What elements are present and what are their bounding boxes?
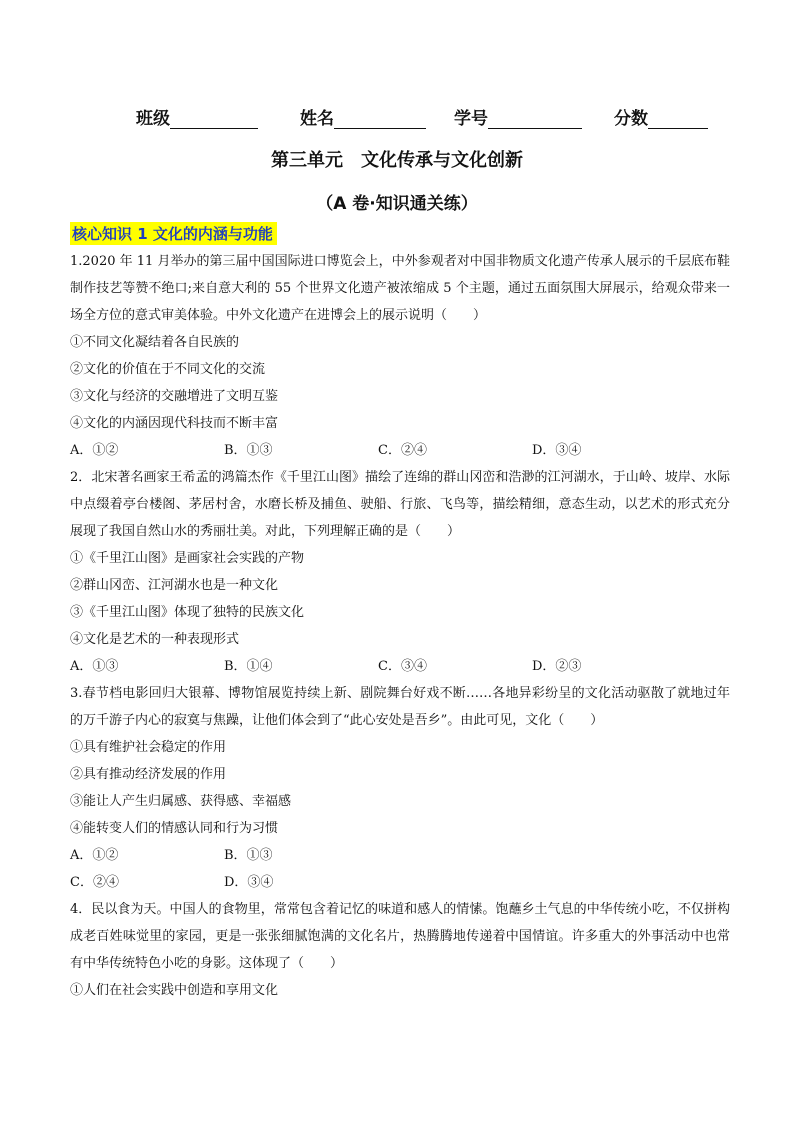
choice-c[interactable]: C．②④ [70,875,119,890]
student-id-field[interactable] [454,104,614,129]
answer-choices-row-1 [70,842,730,869]
question-stem: 3.春节档电影回归大银幕、博物馆展览持续上新、剧院舞台好戏不断……各地异彩纷呈的文化活动驱散了就地过年的万千游子内心的寂寞与焦躁，让他们体会到了“此心安处是吾乡”。由此可见，文化（ ） [70,686,730,728]
choice-a[interactable]: A．①② [70,443,119,458]
option-statement: ①具有维护社会稳定的作用 [70,740,227,755]
section-heading: 核心知识 1 文化的内涵与功能 [70,222,277,245]
option-statement: ③《千里江山图》体现了独特的民族文化 [70,605,305,620]
option-statement: ③能让人产生归属感、获得感、幸福感 [70,794,292,809]
score-field[interactable] [614,104,724,129]
unit-title: 第三单元 文化传承与文化创新 [271,150,523,171]
choice-a[interactable]: A．①② [70,848,119,863]
option-statement: ④文化的内涵因现代科技而不断丰富 [70,416,279,431]
student-info-fields [136,104,726,129]
question-stem: 4．民以食为天。中国人的食物里，常常包含着记忆的味道和感人的情愫。饱蘸乡土气息的中华传统小吃，不仅拼构成老百姓味觉里的家园，更是一张张细腻饱满的文化名片，热腾腾地传递着中国情谊。许多重大的外事活动中也常有中华传统特色小吃的身影。这体现了（ ） [70,902,730,971]
name-field[interactable] [300,104,454,129]
question-list [70,248,730,1004]
option-statement: ①不同文化凝结着各自民族的 [70,335,240,350]
choice-c[interactable]: C．②④ [378,443,427,458]
score-blank[interactable] [648,111,708,129]
option-statement: ④能转变人们的情感认同和行为习惯 [70,821,279,836]
option-statement: ②文化的价值在于不同文化的交流 [70,362,266,377]
choice-b[interactable]: B．①③ [224,848,273,863]
option-statement: ①人们在社会实践中创造和享用文化 [70,983,279,998]
question-stem: 1.2020 年 11 月举办的第三届中国国际进口博览会上，中外参观者对中国非物质文化遗产传承人展示的千层底布鞋制作技艺等赞不绝口;来自意大利的 55 个世界文化遗产被浓缩成 5 个主题，通过五面氛围大屏展示，给观众带来一场全方位的意式审美体验。中外文化遗产在进博会上的展示说明（ ） [70,254,730,323]
option-statement: ②群山冈峦、江河湖水也是一种文化 [70,578,279,593]
answer-choices-row-2 [70,869,730,896]
score-label: 分数 [614,109,648,129]
option-statement: ③文化与经济的交融增进了文明互鉴 [70,389,279,404]
class-field[interactable] [136,104,300,129]
choice-c[interactable]: C．③④ [378,659,427,674]
choice-d[interactable]: D．②③ [532,659,582,674]
choice-d[interactable]: D．③④ [224,875,274,890]
option-statement: ④文化是艺术的一种表现形式 [70,632,240,647]
choice-b[interactable]: B．①③ [224,443,273,458]
choice-d[interactable]: D．③④ [532,443,582,458]
class-blank[interactable] [170,111,258,129]
class-label: 班级 [136,109,170,129]
option-statement: ②具有推动经济发展的作用 [70,767,227,782]
choice-b[interactable]: B．①④ [224,659,273,674]
question-1 [70,248,730,464]
question-3 [70,680,730,896]
student-id-label: 学号 [454,109,488,129]
answer-choices [70,653,730,680]
answer-choices [70,437,730,464]
question-stem: 2．北宋著名画家王希孟的鸿篇杰作《千里江山图》描绘了连绵的群山冈峦和浩渺的江河湖水，于山岭、坡岸、水际中点缀着亭台楼阁、茅居村舍，水磨长桥及捕鱼、驶船、行旅、飞鸟等，描绘精细，意态生动，以艺术的形式充分展现了我国自然山水的秀丽壮美。对此，下列理解正确的是（ ） [70,470,730,539]
question-4 [70,896,730,1004]
choice-a[interactable]: A．①③ [70,659,119,674]
question-2 [70,464,730,680]
option-statement: ①《千里江山图》是画家社会实践的产物 [70,551,305,566]
name-blank[interactable] [334,111,426,129]
name-label: 姓名 [300,109,334,129]
student-id-blank[interactable] [488,111,582,129]
sub-title: （A 卷·知识通关练） [316,194,478,214]
